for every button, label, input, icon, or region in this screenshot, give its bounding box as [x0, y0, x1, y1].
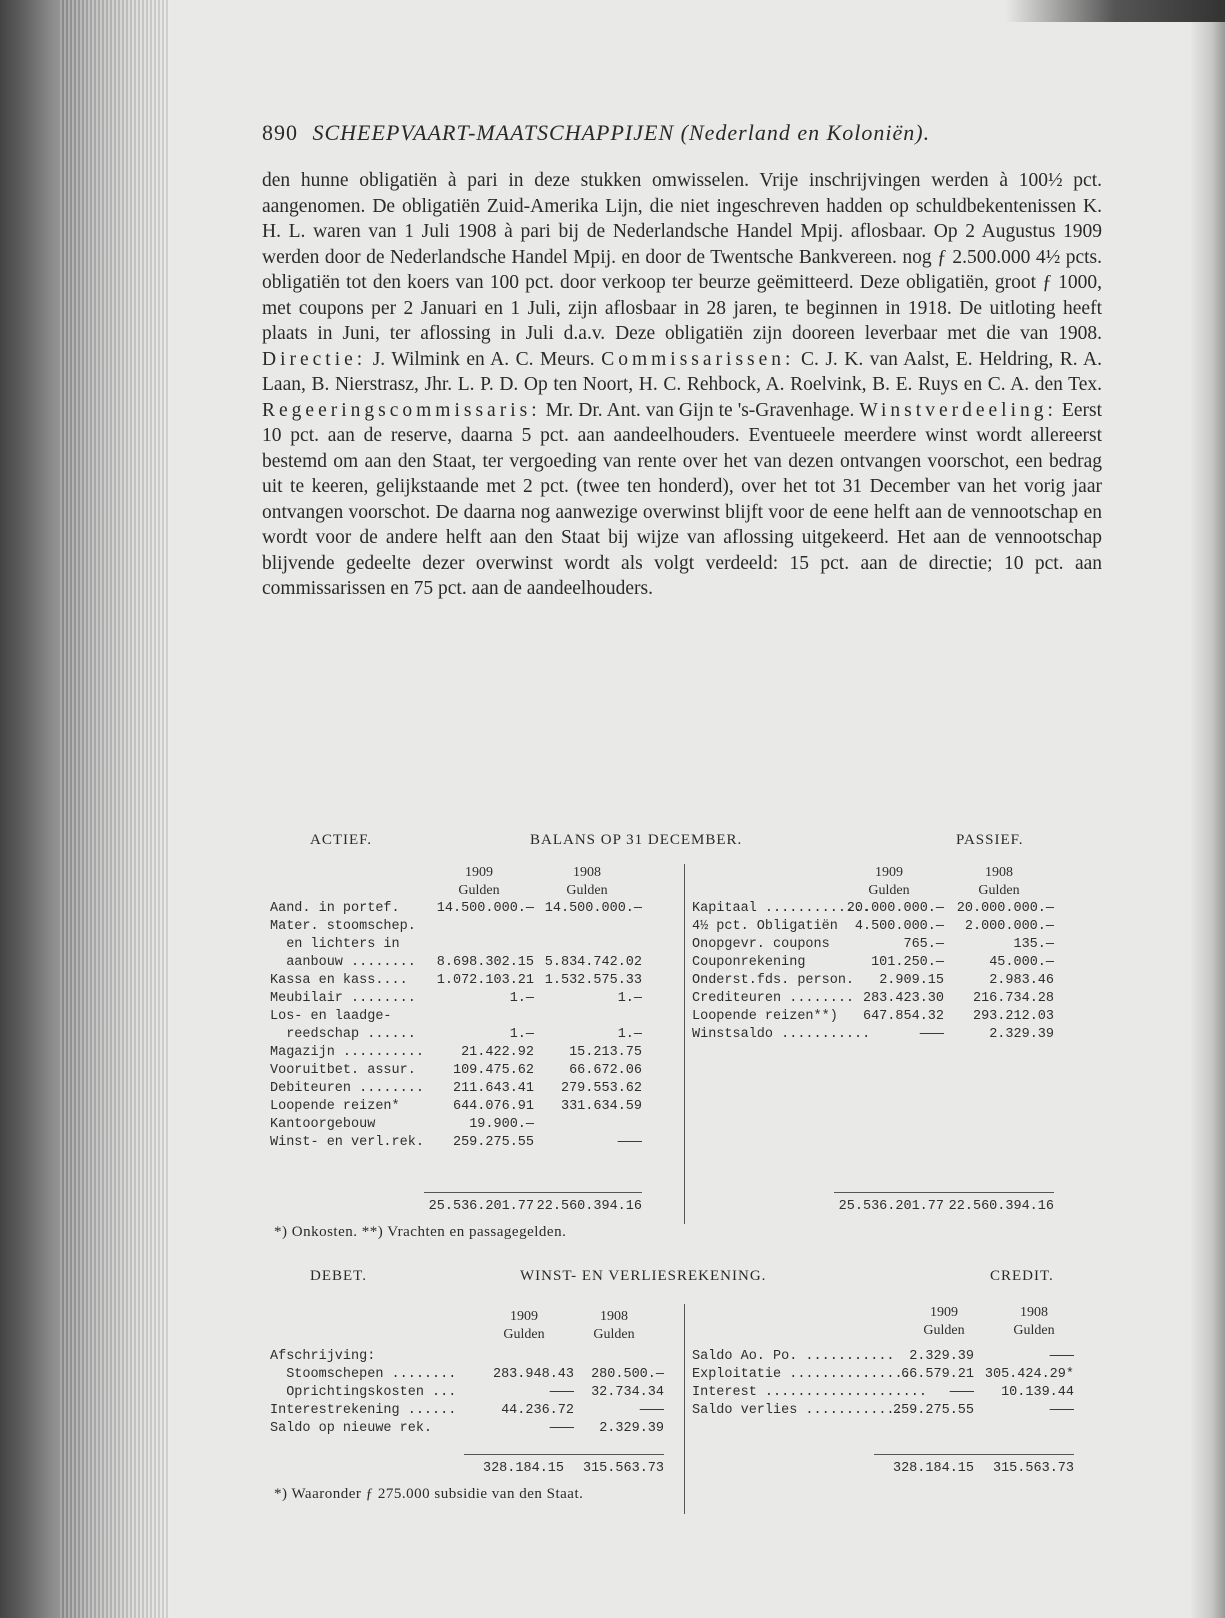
debet-row-label: Oprichtingskosten ...	[270, 1385, 457, 1400]
balans-actief-title: ACTIEF.	[310, 832, 373, 848]
debet-row-1908: 280.500.—	[591, 1367, 664, 1382]
debet-unit-1908: Gulden	[593, 1327, 635, 1342]
passief-unit-1908: Gulden	[978, 883, 1020, 898]
passief-row-label: Onopgevr. coupons	[692, 937, 830, 952]
balans-center-title: BALANS OP 31 DECEMBER.	[530, 832, 743, 848]
passief-row-1908: 135.—	[1013, 937, 1054, 952]
credit-year-1908: 1908	[1020, 1305, 1048, 1320]
credit-unit-1908: Gulden	[1013, 1323, 1055, 1338]
actief-row-label: Vooruitbet. assur.	[270, 1063, 416, 1078]
credit-row-label: Saldo verlies ............	[692, 1403, 903, 1418]
actief-row-1909: 1.072.103.21	[436, 973, 534, 988]
actief-row-label: en lichters in	[270, 937, 400, 952]
credit-row-1908: ———	[1049, 1349, 1074, 1364]
running-title: SCHEEPVAART-MAATSCHAPPIJEN (Nederland en Koloniën).	[312, 120, 931, 145]
passief-total-1908: 22.560.394.16	[948, 1199, 1054, 1214]
credit-unit-1909: Gulden	[923, 1323, 965, 1338]
passief-row-label: 4½ pct. Obligatiën	[692, 919, 838, 934]
actief-row-1908: 5.834.742.02	[544, 955, 642, 970]
passief-total-1909: 25.536.201.77	[838, 1199, 944, 1214]
balans-table	[270, 864, 1102, 1224]
actief-row-1908: ———	[617, 1135, 642, 1150]
text-directie: J. Wilmink en A. C. Meurs.	[372, 348, 595, 370]
actief-row-1909: 1.—	[509, 1027, 534, 1042]
actief-row-1909: 19.900.—	[469, 1117, 534, 1132]
credit-row-1908: 305.424.29*	[984, 1367, 1074, 1382]
passief-row-1908: 293.212.03	[972, 1009, 1054, 1024]
wv-debet-title: DEBET.	[310, 1268, 367, 1284]
actief-row-label: Aand. in portef.	[270, 901, 400, 916]
debet-row-label: Afschrijving:	[270, 1349, 376, 1364]
passief-row-1908: 20.000.000.—	[956, 901, 1054, 916]
actief-row-1908: 14.500.000.—	[544, 901, 642, 916]
passief-row-1909: 2.909.15	[879, 973, 944, 988]
debet-row-1908: ———	[639, 1403, 664, 1418]
actief-row-1909: 8.698.302.15	[436, 955, 534, 970]
passief-row-1909: ———	[919, 1027, 944, 1042]
passief-row-1908: 2.329.39	[989, 1027, 1054, 1042]
passief-year-1908: 1908	[985, 865, 1013, 880]
passief-row-label: Crediteuren ........	[692, 991, 855, 1006]
actief-row-1908: 15.213.75	[569, 1045, 642, 1060]
actief-unit-1908: Gulden	[566, 883, 608, 898]
balans-divider	[684, 864, 685, 1224]
debet-row-label: Saldo op nieuwe rek.	[270, 1421, 433, 1436]
actief-row-label: Los- en laadge-	[270, 1009, 392, 1024]
paragraph-obligaties: den hunne obligatiën à pari in deze stukken omwisselen. Vrije inschrijvingen werden à 100½ pct. aangenomen. De obligatiën Zuid-Amerika Lijn, die niet ingeschreven hadden op schuldbekentenissen K. H. L. waren van 1 Juli 1908 à pari bij de Nederlandsche Handel Mpij. aflosbaar. Op 2 Augustus 1909 werden door de Nederlandsche Handel Mpij. en door de Twentsche Bankvereen. nog ƒ 2.500.000 4½ pcts. obligatiën tot den koers van 100 pct. door verkoop ter beurze geëmitteerd. Deze obligatiën, groot ƒ 1000, met coupons per 2 Januari en 1 Juli, zijn aflosbaar in 28 jaren, te beginnen in 1918. De uitloting heeft plaats in Juni, ter aflossing in Juli d.a.v. Deze obligatiën zijn dooreen leverbaar met die van 1908.	[262, 170, 1102, 344]
debet-row-1909: 44.236.72	[501, 1403, 574, 1418]
passief-row-1908: 2.000.000.—	[964, 919, 1054, 934]
credit-row-label: Saldo Ao. Po. ...........	[692, 1349, 895, 1364]
wv-title-row	[262, 1268, 1102, 1290]
wv-footnote: *) Waaronder ƒ 275.000 subsidie van den Staat.	[274, 1486, 584, 1502]
debet-total-1909: 328.184.15	[482, 1461, 564, 1476]
credit-total-1909: 328.184.15	[892, 1461, 974, 1476]
page-number: 890	[262, 120, 298, 145]
wv-table	[270, 1304, 1102, 1514]
debet-row-1909: ———	[549, 1421, 574, 1436]
debet-year-1909: 1909	[510, 1309, 538, 1324]
passief-row-label: Onderst.fds. person.	[692, 973, 855, 988]
credit-year-1909: 1909	[930, 1305, 958, 1320]
credit-row-label: Interest ....................	[692, 1385, 927, 1400]
debet-total-1908: 315.563.73	[582, 1461, 664, 1476]
passief-row-label: Loopende reizen**)	[692, 1009, 838, 1024]
passief-row-1908: 216.734.28	[972, 991, 1054, 1006]
actief-row-1908: 1.—	[617, 991, 642, 1006]
passief-row-label: Couponrekening	[692, 955, 806, 970]
actief-row-label: aanbouw ........	[270, 955, 416, 970]
actief-row-1909: 14.500.000.—	[436, 901, 534, 916]
body-text	[262, 168, 1102, 602]
actief-total-rule	[424, 1192, 642, 1193]
debet-row-label: Stoomschepen ........	[270, 1367, 457, 1382]
actief-unit-1909: Gulden	[458, 883, 500, 898]
actief-total-1909: 25.536.201.77	[428, 1199, 534, 1214]
balans-title-row	[262, 832, 1102, 854]
credit-row-1908: ———	[1049, 1403, 1074, 1418]
credit-row-1909: 2.329.39	[909, 1349, 974, 1364]
actief-row-label: Winst- en verl.rek.	[270, 1135, 424, 1150]
actief-row-1909: 211.643.41	[452, 1081, 534, 1096]
label-commissarissen: Commissarissen:	[601, 348, 795, 370]
debet-row-1908: 32.734.34	[591, 1385, 664, 1400]
credit-row-1909: 66.579.21	[901, 1367, 974, 1382]
debet-row-label: Interestrekening ......	[270, 1403, 457, 1418]
actief-year-1909: 1909	[465, 865, 493, 880]
passief-row-1909: 647.854.32	[862, 1009, 944, 1024]
scan-top-shadow	[1005, 0, 1225, 22]
passief-unit-1909: Gulden	[868, 883, 910, 898]
debet-year-1908: 1908	[600, 1309, 628, 1324]
credit-row-1909: ———	[949, 1385, 974, 1400]
actief-row-1908: 1.—	[617, 1027, 642, 1042]
wv-credit-title: CREDIT.	[990, 1268, 1054, 1284]
actief-row-1909: 109.475.62	[452, 1063, 534, 1078]
credit-row-label: Exploitatie ...............	[692, 1367, 911, 1382]
passief-row-1908: 2.983.46	[989, 973, 1054, 988]
balans-passief-title: PASSIEF.	[956, 832, 1024, 848]
actief-row-1908: 66.672.06	[569, 1063, 642, 1078]
page-stack-edges	[60, 0, 170, 1618]
actief-row-1909: 644.076.91	[452, 1099, 534, 1114]
debet-unit-1909: Gulden	[503, 1327, 545, 1342]
label-directie: Directie:	[262, 348, 367, 370]
passief-row-1909: 765.—	[903, 937, 944, 952]
passief-row-1909: 101.250.—	[871, 955, 944, 970]
debet-total-rule	[464, 1454, 664, 1455]
actief-year-1908: 1908	[573, 865, 601, 880]
passief-row-label: Winstsaldo ...........	[692, 1027, 871, 1042]
credit-row-1908: 10.139.44	[1001, 1385, 1074, 1400]
wv-center-title: WINST- EN VERLIESREKENING.	[520, 1268, 767, 1284]
balans-footnote: *) Onkosten. **) Vrachten en passagegelden.	[274, 1224, 567, 1240]
passief-row-1909: 20.000.000.—	[846, 901, 944, 916]
actief-row-label: reedschap ......	[270, 1027, 416, 1042]
debet-row-1909: ———	[549, 1385, 574, 1400]
actief-total-1908: 22.560.394.16	[536, 1199, 642, 1214]
scan-right-edge	[1191, 0, 1225, 1618]
wv-divider	[684, 1304, 685, 1514]
actief-row-label: Meubilair ........	[270, 991, 416, 1006]
passief-row-1908: 45.000.—	[989, 955, 1054, 970]
actief-row-label: Loopende reizen*	[270, 1099, 400, 1114]
credit-row-1909: 259.275.55	[892, 1403, 974, 1418]
text-regeeringscommissaris: Mr. Dr. Ant. van Gijn te 's-Gravenhage.	[545, 399, 855, 421]
actief-row-1908: 1.532.575.33	[544, 973, 642, 988]
actief-row-1908: 331.634.59	[560, 1099, 642, 1114]
actief-row-1909: 1.—	[509, 991, 534, 1006]
label-winstverdeeling: Winstverdeeling:	[859, 399, 1057, 421]
actief-row-label: Mater. stoomschep.	[270, 919, 416, 934]
actief-row-1909: 259.275.55	[452, 1135, 534, 1150]
actief-row-1909: 21.422.92	[461, 1045, 534, 1060]
passief-row-1909: 4.500.000.—	[854, 919, 944, 934]
actief-row-label: Debiteuren ........	[270, 1081, 424, 1096]
label-regeeringscommissaris: Regeeringscommissaris:	[262, 399, 541, 421]
credit-total-1908: 315.563.73	[992, 1461, 1074, 1476]
passief-row-label: Kapitaal .............	[692, 901, 871, 916]
passief-year-1909: 1909	[875, 865, 903, 880]
passief-row-1909: 283.423.30	[862, 991, 944, 1006]
debet-row-1908: 2.329.39	[599, 1421, 664, 1436]
debet-row-1909: 283.948.43	[492, 1367, 574, 1382]
actief-row-label: Kassa en kass....	[270, 973, 408, 988]
text-winstverdeeling: Eerst 10 pct. aan de reserve, daarna 5 pct. aan aandeelhouders. Eventueele meerdere winst wordt allereerst bestemd om aan den Staat, ter vergoeding van rente over het van dezen ontvangen voorschot, een bedrag uit te keeren, gelijkstaande met 2 pct. (twee ten honderd), over het tot 31 December van het vorig jaar ontvangen voorschot. De daarna nog aanwezige overwinst blijft voor de eene helft aan de vennootschap en wordt voor de andere helft aan den Staat bij wijze van aflossing uitgekeerd. Het aan de vennootschap blijvende gedeelte dezer overwinst wordt als volgt verdeeld: 15 pct. aan de directie; 10 pct. aan commissarissen en 75 pct. aan de aandeelhouders.	[262, 399, 1102, 599]
actief-row-1908: 279.553.62	[560, 1081, 642, 1096]
text-commissarissen: C. J. K. van Aalst, E. Heldring, R. A. Laan, B. Nierstrasz, Jhr. L. P. D. Op ten Noort, H. C. Rehbock, A. Roelvink, B. E. Ruys en C. A. den Tex.	[262, 348, 1103, 395]
actief-row-label: Kantoorgebouw	[270, 1117, 376, 1132]
credit-total-rule	[874, 1454, 1074, 1455]
actief-row-label: Magazijn ..........	[270, 1045, 424, 1060]
page-header	[262, 120, 1102, 146]
passief-total-rule	[834, 1192, 1054, 1193]
